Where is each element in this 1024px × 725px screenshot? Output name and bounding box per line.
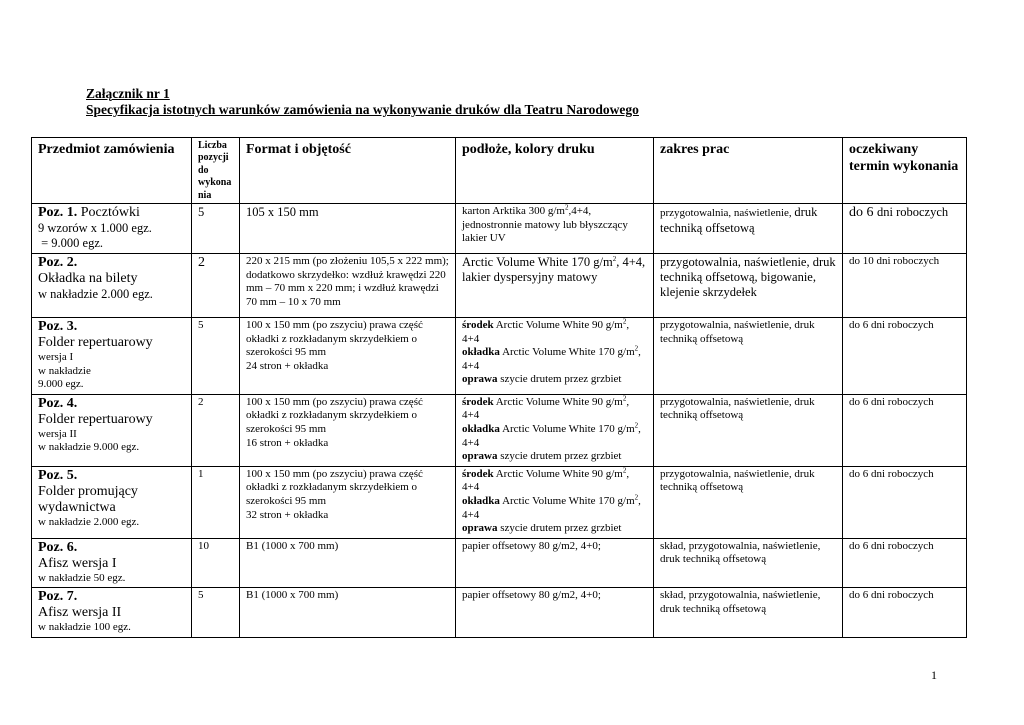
row-subject [32, 538, 192, 588]
table-row [32, 538, 967, 588]
row-substrate: środek Arctic Volume White 90 $g/m^2$, 4+4 okładka Arctic Volume White 170 $g/m^2$, 4+4 oprawa szycie drutem przez grzbiet [456, 466, 654, 538]
row-count: 1 [192, 466, 240, 538]
row-format: B1 (1000 x 700 mm) [240, 588, 456, 638]
row-subject [32, 394, 192, 466]
row-detail: w nakładzie 100 egz. [38, 621, 131, 634]
row-detail: w nakładzie 2.000 egz. [38, 287, 153, 302]
row-scope: przygotowalnia, naświetlenie, druk techniką offsetową [654, 204, 843, 254]
row-scope: przygotowalnia, naświetlenie, druk techniką offsetową [654, 394, 843, 466]
document-heading [86, 86, 639, 118]
table-row [32, 394, 967, 466]
row-deadline: do 6 dni roboczych [843, 318, 967, 395]
row-scope: przygotowalnia, naświetlenie, druk techniką offsetową [654, 466, 843, 538]
row-deadline: do 6 dni roboczych [843, 466, 967, 538]
header-count: Liczba pozycji do wykona nia [192, 138, 240, 204]
table-header-row [32, 138, 967, 204]
table-row [32, 588, 967, 638]
row-deadline: do 6 dni roboczych [843, 538, 967, 588]
row-count: 5 [192, 204, 240, 254]
row-count: 2 [192, 254, 240, 318]
row-substrate: środek Arctic Volume White 90 $g/m^2$, 4+4 okładka Arctic Volume White 170 $g/m^2$, 4+4 oprawa szycie drutem przez grzbiet [456, 394, 654, 466]
row-deadline: do 6 dni roboczych [843, 394, 967, 466]
row-count: 5 [192, 318, 240, 395]
header-deadline: oczekiwany termin wykonania [843, 138, 967, 204]
row-item-name: Folder promujący wydawnictwa [38, 483, 138, 515]
row-count: 10 [192, 538, 240, 588]
row-substrate: papier offsetowy 80 g/m2, 4+0; [456, 588, 654, 638]
header-format: Format i objętość [240, 138, 456, 204]
row-position: Poz. 2. [38, 255, 78, 271]
row-deadline: do 6 dni roboczych [843, 204, 967, 254]
row-item-name: Pocztówki [80, 205, 140, 221]
row-item-name: Afisz wersja II [38, 605, 122, 621]
row-deadline: do 10 dni roboczych [843, 254, 967, 318]
table-row [32, 204, 967, 254]
page-number: 1 [931, 668, 937, 682]
row-format: 105 x 150 mm [240, 204, 456, 254]
row-detail: w nakładzie 2.000 egz. [38, 515, 140, 528]
row-position: Poz. 7. [38, 589, 78, 605]
table-row [32, 318, 967, 395]
row-count: 2 [192, 394, 240, 466]
row-subject [32, 588, 192, 638]
header-scope: zakres prac [654, 138, 843, 204]
row-subject [32, 318, 192, 395]
row-substrate: Arctic Volume White 170 $g/m^2$, 4+4, lakier dyspersyjny matowy [456, 254, 654, 318]
row-detail: wersja II [38, 427, 77, 440]
document-title: Specyfikacja istotnych warunków zamówienia na wykonywanie druków dla Teatru Narodowego [86, 102, 639, 117]
row-subject [32, 466, 192, 538]
table-row [32, 466, 967, 538]
row-position: Poz. 5. [38, 467, 78, 483]
row-detail: w nakładzie [38, 364, 91, 377]
row-format: 100 x 150 mm (po zszyciu) prawa część okładki z rozkładanym skrzydełkiem o szerokości 95 mm 16 stron + okładka [240, 394, 456, 466]
row-scope: skład, przygotowalnia, naświetlenie, druk techniką offsetową [654, 538, 843, 588]
row-scope: skład, przygotowalnia, naświetlenie, druk techniką offsetową [654, 588, 843, 638]
header-substrate: podłoże, kolory druku [456, 138, 654, 204]
row-format: B1 (1000 x 700 mm) [240, 538, 456, 588]
specification-table [31, 137, 967, 638]
row-format: 100 x 150 mm (po zszyciu) prawa część okładki z rozkładanym skrzydełkiem o szerokości 95 mm 32 stron + okładka [240, 466, 456, 538]
row-subject [32, 254, 192, 318]
row-item-name: Folder repertuarowy [38, 411, 153, 427]
row-subject [32, 204, 192, 254]
row-position: Poz. 6. [38, 539, 78, 555]
row-position: Poz. 1. [38, 205, 78, 221]
table-row [32, 254, 967, 318]
row-item-name: Afisz wersja I [38, 555, 117, 571]
header-subject: Przedmiot zamówienia [32, 138, 192, 204]
row-format: 220 x 215 mm (po złożeniu 105,5 x 222 mm); dodatkowo skrzydełko: wzdłuż krawędzi 220 mm – 70 mm x 220 mm; i wzdłuż krawędzi 70 mm – 10 x 70 mm [240, 254, 456, 318]
row-detail: w nakładzie 9.000 egz. [38, 441, 140, 454]
row-count: 5 [192, 588, 240, 638]
row-deadline: do 6 dni roboczych [843, 588, 967, 638]
annex-label: Załącznik nr 1 [86, 86, 170, 101]
row-detail: w nakładzie 50 egz. [38, 571, 126, 584]
row-position: Poz. 4. [38, 395, 78, 411]
row-item-name: Okładka na bilety [38, 271, 138, 287]
row-format: 100 x 150 mm (po zszyciu) prawa część okładki z rozkładanym skrzydełkiem o szerokości 95 mm 24 stron + okładka [240, 318, 456, 395]
row-detail: 9 wzorów x 1.000 egz. [38, 221, 152, 236]
row-scope: przygotowalnia, naświetlenie, druk techniką offsetową [654, 318, 843, 395]
row-scope: przygotowalnia, naświetlenie, druk techniką offsetową, bigowanie, klejenie skrzydełek [654, 254, 843, 318]
row-substrate: środek Arctic Volume White 90 $g/m^2$, 4+4 okładka Arctic Volume White 170 $g/m^2$, 4+4 oprawa szycie drutem przez grzbiet [456, 318, 654, 395]
row-substrate: karton Arktika 300 $g/m^2,4+4$, jednostronnie matowy lub błyszczący lakier UV [456, 204, 654, 254]
row-detail: wersja I [38, 351, 74, 364]
row-item-name: Folder repertuarowy [38, 335, 153, 351]
row-position: Poz. 3. [38, 319, 78, 335]
row-detail: 9.000 egz. [38, 378, 84, 391]
row-substrate: papier offsetowy 80 g/m2, 4+0; [456, 538, 654, 588]
row-detail: = 9.000 egz. [38, 236, 104, 251]
